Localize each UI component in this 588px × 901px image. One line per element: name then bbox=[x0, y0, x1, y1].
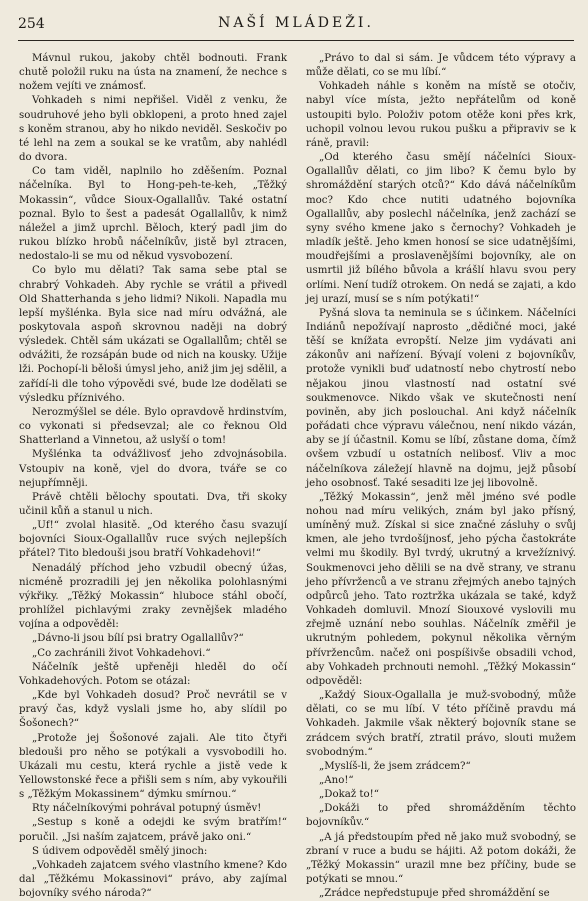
paragraph: „Každý Sioux-Ogallalla je muž-svobodný, může dělati, co se mu líbí. V této příčině pravdu má Vohkadeh. Jakmile však některý bojovník stane se zrádcem svých bratří, ztratil právo, slouti mužem svobodným.“ bbox=[306, 690, 576, 758]
paragraph: Náčelník ještě upřeněji hleděl do očí Vohkadehových. Potom se otázal: bbox=[19, 661, 287, 687]
running-title: NAŠÍ MLÁDEŽI. bbox=[218, 15, 374, 31]
paragraph: „Ano!“ bbox=[319, 774, 354, 786]
paragraph: Co bylo mu dělati? Tak sama sebe ptal se chrabrý Vohkadeh. Aby rychle se vrátil a přivedl Old Shatterhanda s jeho lidmi? Nikoli. Napadla mu lepší myšlénka. Byla sice nad míru odvážná, ale poskytovala aspoň skrovnou naději na dobrý výsledek. Chtěl sám ukázati se Ogallallům; chtěl se odvážiti, že rozsápán bude od nich na kousky. Užije lži. Pochopí-li běloši úmysl jeho, aniž jim jej sdělil, a zařídí-li dle toho výpovědi své, bude lze dodělati se výsledku příznivého. bbox=[19, 265, 287, 404]
paragraph: „A já předstoupím před ně jako muž svobodný, se zbraní v ruce a budu se hájiti. Až potom dokáži, že „Těžký Mokassin“ urazil mne bez příčiny, bude se potýkati se mnou.“ bbox=[306, 831, 576, 886]
paragraph: „Vohkadeh zajatcem svého vlastního kmene? Kdo dal „Těžkému Mokassinovi“ právo, aby zajímal bojovníky svého národa?“ bbox=[19, 859, 287, 900]
paragraph: Mávnul rukou, jakoby chtěl bodnouti. Frank chutě položil ruku na ústa na znamení, že nechce s nožem vejíti ve známosť. bbox=[19, 53, 287, 93]
paragraph: Vohkadeh náhle s koněm na místě se otočiv, nabyl více místa, ježto nepřátelům od koně ustoupiti bylo. Položiv potom otěže koni přes krk, uchopil volnou levou rukou pušku a připraviv se k ráně, pravil: bbox=[306, 81, 576, 149]
paragraph: „Dokáži to před shromážděním těchto bojovníkův.“ bbox=[306, 803, 576, 829]
paragraph: „Zrádce nepředstupuje před shromáždění se bbox=[319, 888, 550, 900]
paragraph: „Co zachránili život Vohkadehovi.“ bbox=[32, 647, 211, 659]
paragraph: Pyšná slova ta neminula se s účinkem. Náčelníci Indiánů nepožívají naprosto „dědičné moci, jaké těší se knížata evropští. Nelze jim vydávati ani zákonův ani nařízení. Bývají voleni z bojovníkův, protože vynikli buď udatností nebo chytrostí nebo nějakou jinou vlastností nad ostatní své soukmenovce. Nikdo však ve skutečnosti není poviněn, aby jich poslouchal. Ani když náčelník pořádati chce výpravu válečnou, není nikdo vázán, aby se jí účastnil. Komu se líbí, zůstane doma, čímž ovšem vzbudí u ostatních nelibosť. Vliv a moc náčelníkova záležejí hlavně na dojmu, jejž působí jeho osobnosť. Také sesaditi lze jej libovolně. bbox=[306, 307, 576, 489]
paragraph: „Uf!“ zvolal hlasitě. „Od kterého času svazují bojovníci Sioux-Ogallallův ruce svých nejlepších přátel? Tito bledouši jsou bratří Vohkadehovi!“ bbox=[19, 520, 287, 560]
paragraph: Nerozmýšlel se déle. Bylo opravdově hrdinstvím, co vykonati si předsevzal; ale co řeknou Old Shatterland a Vinnetou, až uslyší o tom! bbox=[19, 406, 287, 447]
paragraph: S údivem odpověděl smělý jinoch: bbox=[32, 845, 208, 857]
paragraph: „Protože jej Šošonové zajali. Ale tito čtyři bledouši pro něho se potýkali a vysvobodili ho. Ukázali mu cestu, která rychle a jistě vede k Yellowstonské řece a přišli sem s ním, aby vykouřili s „Těžkým Mokassinem“ dýmku smírnou.“ bbox=[19, 732, 287, 801]
paragraph: Myšlénka ta odvážlivosť jeho zdvojnásobila. Vstoupiv na koně, vjel do dvora, tváře se co nejupřímněji. bbox=[19, 449, 287, 489]
paragraph: „Sestup s koně a odejdi ke svým bratřím!“ poručil. „Jsi naším zajatcem, právě jako oni.“ bbox=[19, 817, 287, 843]
paragraph: „Dokaž to!“ bbox=[319, 789, 379, 801]
paragraph: Vohkadeh s nimi nepřišel. Viděl z venku, že soudruhové jeho byli obklopeni, a proto hned zajel s koněm stranou, aby ho nikdo neviděl. Seskočiv po té lehl na zem a soukal se ke vratům, aby nahlédl do dvora. bbox=[19, 95, 287, 164]
paragraph: Právě chtěli bělochy spoutati. Dva, tři skoky učinil kůň a stanul u nich. bbox=[19, 491, 287, 517]
page-number: 254 bbox=[18, 16, 45, 32]
page-header bbox=[18, 14, 574, 41]
paragraph: „Těžký Mokassin“, jenž měl jméno své podle nohou nad míru velikých, znám byl jako přísný, umíněný muž. Získal si sice značné zásluhy o svůj kmen, ale jeho tvrdošíjnosť, jeho pýcha častokráte velmi mu škodily. Byl tvrdý, ukrutný a krvežíznivý. Soukmenovci jeho dělili se na dvě strany, ve stranu jeho přívrženců a ve stranu zřejmých anebo tajných odpůrců jeho. Tato roztržka ukázala se také, když Vohkadeh domluvil. Mnozí Siouxové vyslovili mu zřejmě uznání nebo souhlas. Náčelník změřil je ukrutným pohledem, pokynul několika věrným přívržencům. načež oni pospíšivše obsadili vchod, aby Vohkadeh prchnouti nemohl. „Těžký Mokassin“ odpověděl: bbox=[306, 491, 576, 687]
paragraph: „Myslíš-li, že jsem zrádcem?“ bbox=[319, 760, 471, 772]
paragraph: Rty náčelníkovými pohrával potupný úsměv! bbox=[32, 803, 262, 815]
paragraph: „Kde byl Vohkadeh dosud? Proč nevrátil se v pravý čas, když vyslali jsme ho, aby slídil po Šošonech?“ bbox=[19, 690, 287, 730]
paragraph: Co tam viděl, naplnilo ho zděšením. Poznal náčelníka. Byl to Hong-peh-te-keh, „Těžký Mokassin“, vůdce Sioux-Ogallallův. Také ostatní poznal. Bylo to šest a padesát Ogallallův, k nimž náležel a jimž uprchl. Běloch, který padl jim do rukou blízko hrobů náčelníkův, jistě byl ztracen, nedostalo-li se mu od někud vysvobození. bbox=[19, 166, 287, 263]
paragraph: „Právo to dal si sám. Je vůdcem této výpravy a může dělati, co se mu líbí.“ bbox=[306, 53, 576, 79]
paragraph: „Od kterého času smějí náčelníci Sioux-Ogallallův dělati, co jim libo? K čemu bylo by shromáždění starých otců?“ Kdo dává náčelníkům moc? Kdo chce nutiti udatného bojovníka Ogallallův, aby poslechl náčelníka, jenž zachází se syny svého kmene jako s černochy? Vohkadeh je mladík ještě. Jeho kmen honosí se sice udatnějšími, moudřejšími a proslavenějšími bojovníky, ale on usmrtil již bílého bůvola a krášlí hlavu svou pery orlími. Není tudíž otrokem. On nedá se zajati, a kdo jej urazí, musí se s ním potýkati!“ bbox=[306, 152, 576, 305]
left-text-column bbox=[19, 52, 287, 901]
paragraph: Nenadálý příchod jeho vzbudil obecný úžas, nicméně prozradili jej jen několika polohlasnými výkřiky. „Těžký Mokassin“ hluboce stáhl obočí, prohlížel pichlavými zraky zevnějšek mladého vojína a odpověděl: bbox=[19, 562, 287, 631]
paragraph: „Dávno-li jsou bílí psi bratry Ogallallův?“ bbox=[32, 633, 244, 645]
right-text-column bbox=[306, 52, 576, 901]
